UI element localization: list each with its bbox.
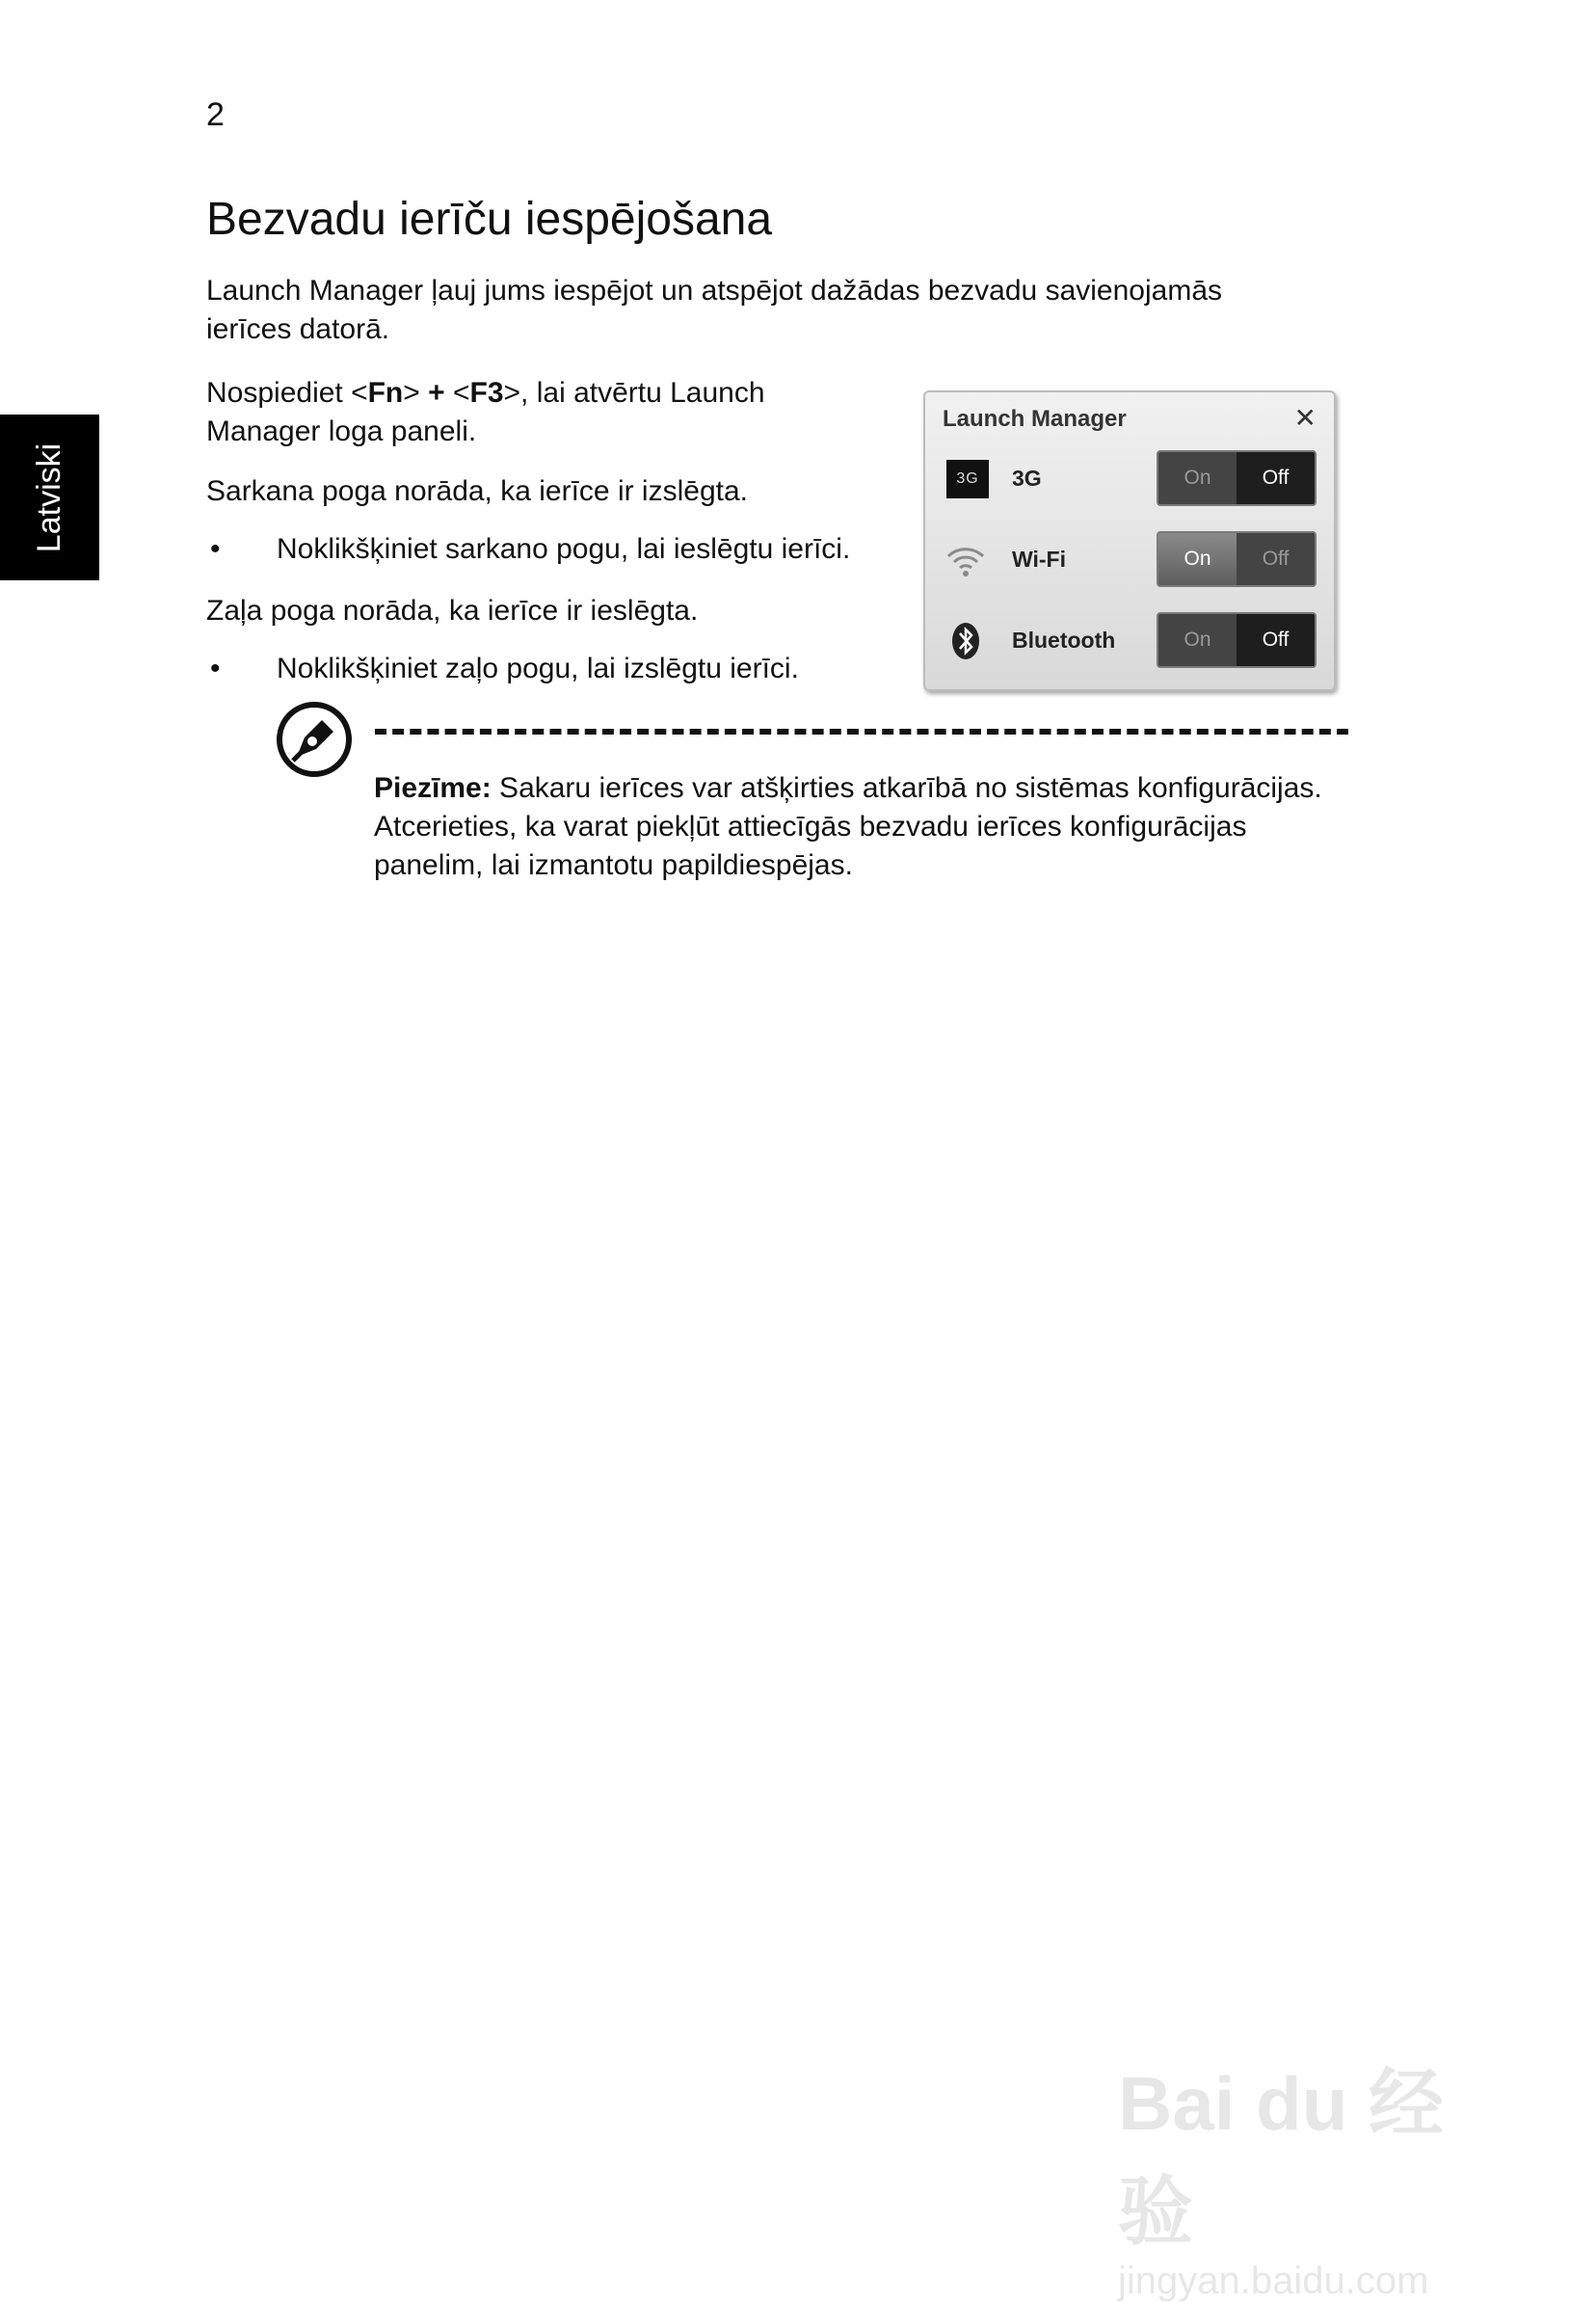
device-label-wifi: Wi-Fi (1012, 547, 1066, 572)
note-text (374, 769, 1347, 885)
toggle-3g-off[interactable]: Off (1237, 452, 1315, 504)
device-row-wifi (925, 529, 1334, 591)
close-icon[interactable]: ✕ (1293, 403, 1317, 433)
note-pen-icon (276, 701, 353, 778)
intro-paragraph: Launch Manager ļauj jums iespējot un atspējot dažādas bezvadu savienojamās ierīces datorā. (206, 275, 1222, 345)
note-label: Piezīme: (374, 772, 492, 804)
press-instruction (206, 374, 862, 451)
section-heading: Bezvadu ierīču iespējošana (206, 194, 773, 245)
3g-icon-text: 3G (956, 470, 979, 487)
device-label-bluetooth: Bluetooth (1012, 628, 1116, 653)
device-label-3g: 3G (1012, 466, 1042, 491)
toggle-wifi[interactable] (1157, 531, 1317, 587)
key-fn: Fn (367, 377, 404, 409)
press-line2: Manager loga paneli. (206, 415, 477, 447)
bullet-marker: • (210, 533, 221, 565)
toggle-wifi-on[interactable]: On (1158, 533, 1237, 585)
toggle-wifi-off[interactable]: Off (1237, 533, 1315, 585)
press-prefix: Nospiediet < (206, 377, 368, 409)
device-row-bluetooth (925, 610, 1334, 672)
baidu-watermark (1118, 2044, 1503, 2302)
green-on-paragraph: Zaļa poga norāda, ka ierīce ir ieslēgta. (206, 595, 699, 627)
language-tab (0, 415, 99, 580)
toggle-bluetooth-off[interactable]: Off (1237, 614, 1315, 666)
plus-sign: + (428, 377, 445, 409)
note-divider (375, 729, 1348, 735)
wifi-icon (944, 541, 987, 579)
language-tab-label: Latviski (31, 442, 67, 552)
press-line1-end: >, lai atvērtu Launch (503, 377, 765, 409)
press-mid2: < (444, 377, 470, 409)
3g-icon (946, 460, 989, 498)
toggle-3g[interactable] (1157, 450, 1317, 506)
launch-manager-title: Launch Manager (943, 406, 1127, 432)
device-row-3g (925, 448, 1334, 510)
note-body: Sakaru ierīces var atšķirties atkarībā no sistēmas konfigurācijas. Atcerieties, ka varat piekļūt attiecīgās bezvadu ierīces konfigurācijas panelim, lai izmantotu papildiespējas. (374, 772, 1322, 881)
launch-manager-window (923, 390, 1336, 691)
bullet-green: Noklikšķiniet zaļo pogu, lai izslēgtu ierīci. (277, 653, 799, 684)
watermark-url: jingyan.baidu.com (1118, 2260, 1429, 2302)
page-number: 2 (206, 96, 225, 133)
press-mid1: > (403, 377, 429, 409)
toggle-bluetooth-on[interactable]: On (1158, 614, 1237, 666)
watermark-brand: Bai du 经验 (1118, 2061, 1445, 2254)
key-f3: F3 (469, 377, 504, 409)
toggle-bluetooth[interactable] (1157, 612, 1317, 668)
red-off-paragraph: Sarkana poga norāda, ka ierīce ir izslēgta. (206, 475, 748, 507)
bluetooth-icon (944, 622, 987, 660)
toggle-3g-on[interactable]: On (1158, 452, 1237, 504)
bullet-red: Noklikšķiniet sarkano pogu, lai ieslēgtu ierīci. (277, 533, 851, 565)
bullet-marker: • (210, 653, 221, 684)
